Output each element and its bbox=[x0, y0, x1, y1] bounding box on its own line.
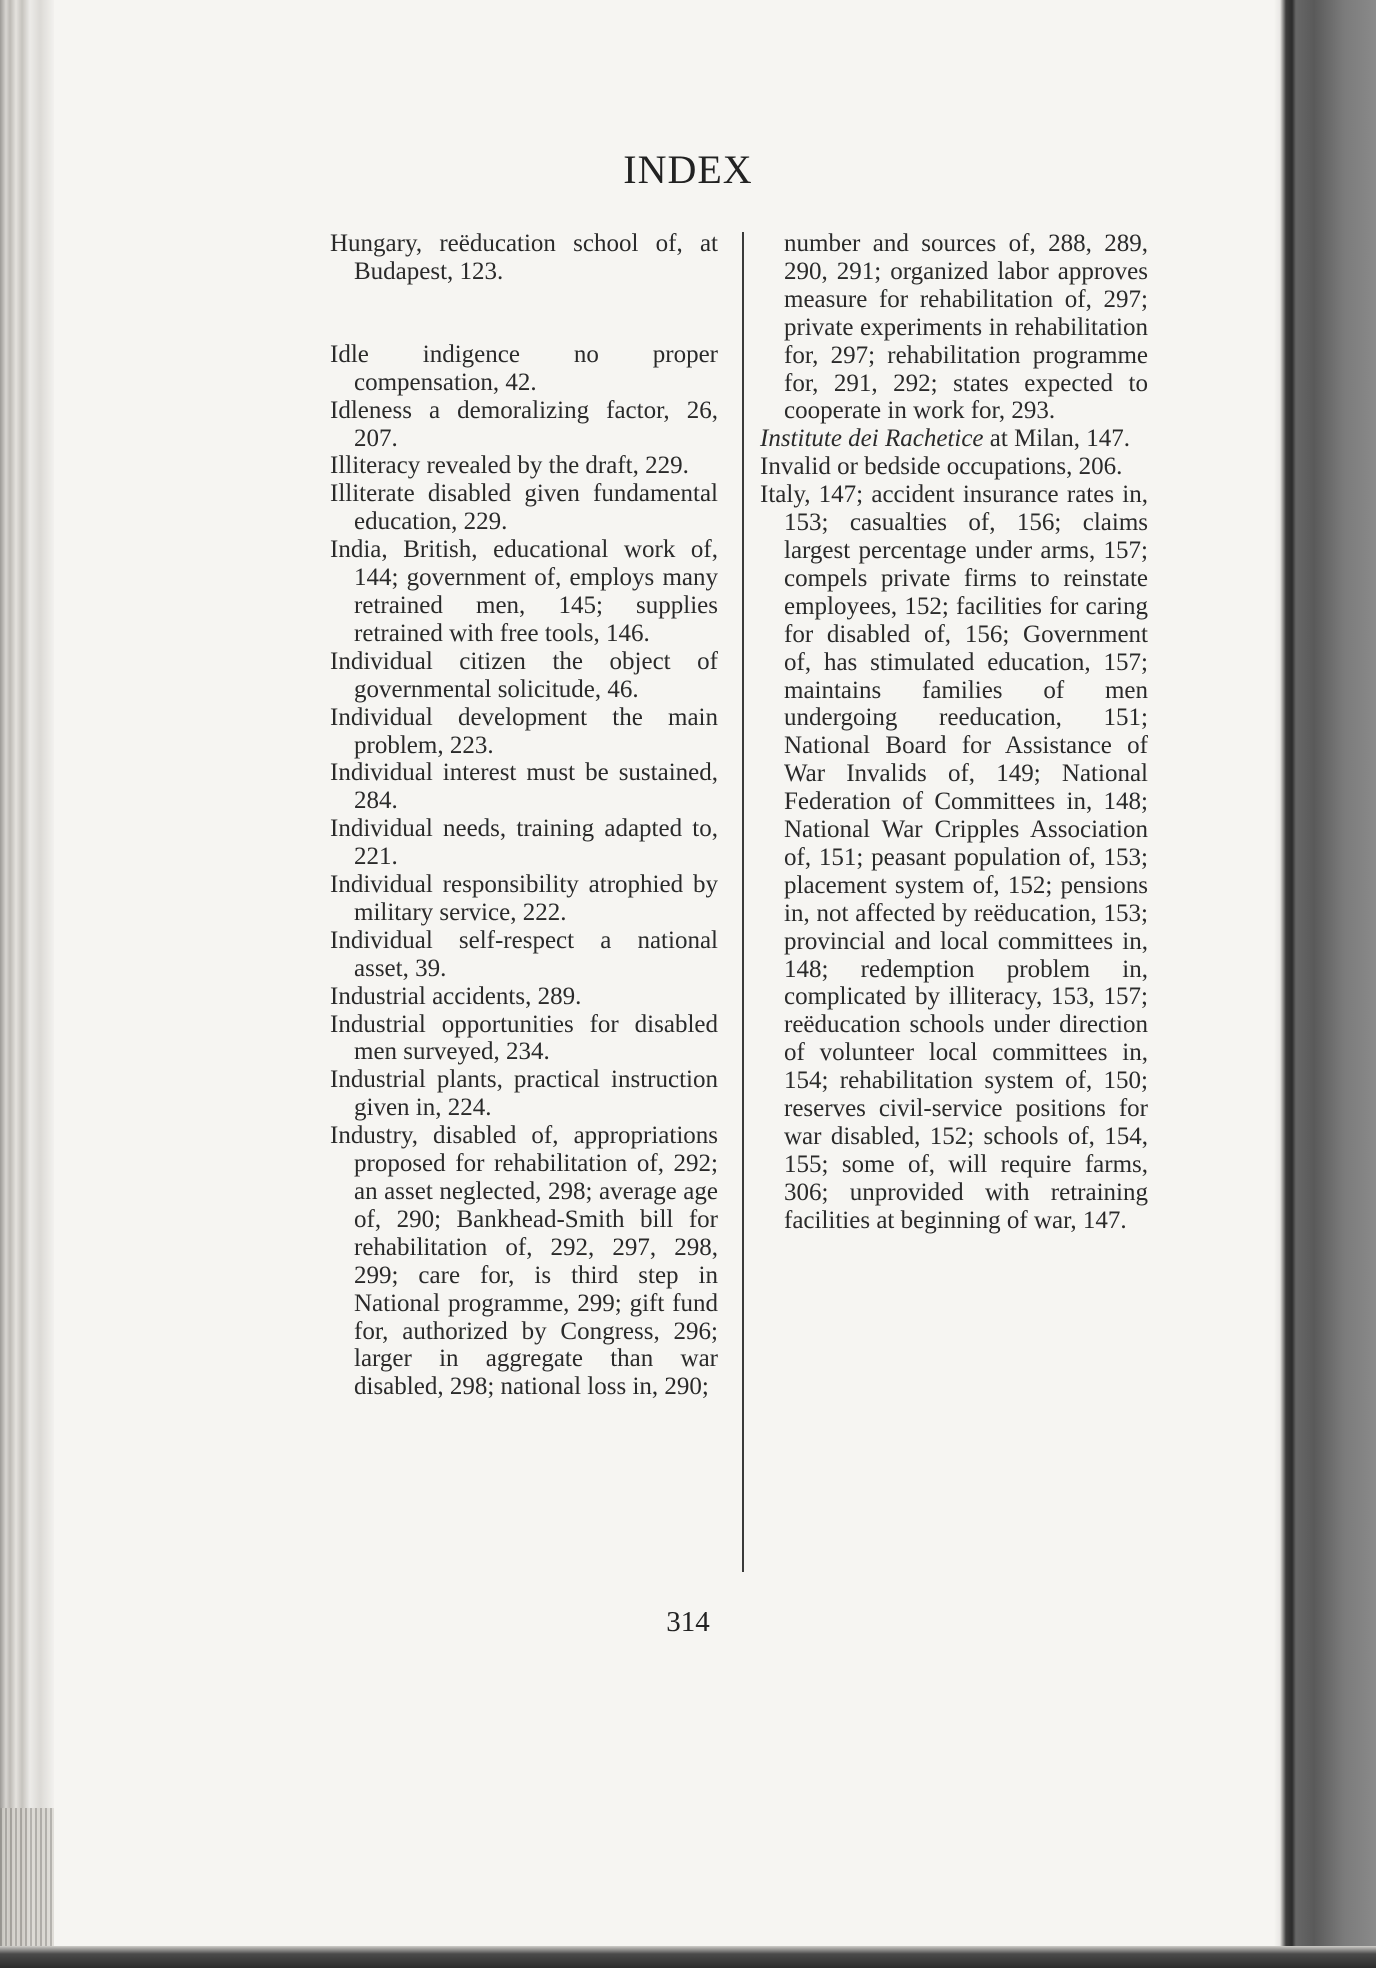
index-entry: Individual interest must be sustained, 284. bbox=[330, 759, 718, 815]
column-divider bbox=[742, 232, 744, 1572]
index-entry: Industrial plants, practical instruction given in, 224. bbox=[330, 1066, 718, 1122]
institute-title: Institute dei Rachetice bbox=[760, 425, 984, 453]
index-entry-continuation: number and sources of, 288, 289, 290, 291; organized labor approves measure for rehabilitation of, 297; private experiments in rehabilitation for, 297; rehabilitation programme for, 291, 292; states expected to cooperate in work for, 293. bbox=[784, 230, 1148, 425]
page-edge-left bbox=[0, 0, 54, 1968]
index-entry-institute bbox=[760, 425, 1148, 453]
index-column-right bbox=[760, 230, 1148, 1235]
index-entry: Idleness a demoralizing factor, 26, 207. bbox=[330, 396, 718, 452]
index-entry: Idle indigence no proper compensation, 42. bbox=[330, 340, 718, 396]
page-edge-bottom bbox=[0, 1946, 1376, 1968]
index-entry: Hungary, reëducation school of, at Budapest, 123. bbox=[330, 230, 718, 285]
index-entry: Illiterate disabled given fundamental education, 229. bbox=[330, 480, 718, 536]
index-entry: Industry, disabled of, appropriations proposed for rehabilitation of, 292; an asset neglected, 298; average age of, 290; Bankhead-Smith bill for rehabilitation of, 292, 297, 298, 299; care for, is third step in National programme, 299; gift fund for, authorized by Congress, 296; larger in aggregate than war disabled, 298; national loss in, 290; bbox=[330, 1122, 718, 1401]
page-number: 314 bbox=[666, 1606, 710, 1638]
book-binding-edge bbox=[1274, 0, 1376, 1968]
index-entry: Individual citizen the object of governmental solicitude, 46. bbox=[330, 647, 718, 703]
letter-section-gap bbox=[330, 286, 718, 341]
index-entry: Illiteracy revealed by the draft, 229. bbox=[330, 452, 689, 480]
index-entry: Individual needs, training adapted to, 221. bbox=[330, 815, 718, 871]
index-entry: Italy, 147; accident insurance rates in, 153; casualties of, 156; claims largest percentage under arms, 157; compels private firms to reinstate employees, 152; facilities for caring for disabled of, 156; Government of, has stimulated education, 157; maintains families of men undergoing reeducation, 151; National Board for Assistance of War Invalids of, 149; National Federation of Committees in, 148; National War Cripples Association of, 151; peasant population of, 153; placement system of, 152; pensions in, not affected by reëducation, 153; provincial and local committees in, 148; redemption problem in, complicated by illiteracy, 153, 157; reëducation schools under direction of volunteer local committees in, 154; rehabilitation system of, 150; reserves civil-service positions for war disabled, 152; schools of, 154, 155; some of, will require farms, 306; unprovided with retraining facilities at beginning of war, 147. bbox=[760, 481, 1148, 1234]
index-entry: Industrial accidents, 289. bbox=[330, 982, 582, 1010]
page-title: INDEX bbox=[623, 147, 753, 192]
index-entry: India, British, educational work of, 144; government of, employs many retrained men, 145; supplies retrained with free tools, 146. bbox=[330, 536, 718, 647]
index-entry: Individual self-respect a national asset, 39. bbox=[330, 926, 718, 982]
institute-location: at Milan, 147. bbox=[983, 425, 1131, 453]
index-entry: Industrial opportunities for disabled men surveyed, 234. bbox=[330, 1010, 718, 1066]
index-entry: Invalid or bedside occupations, 206. bbox=[760, 453, 1123, 481]
index-entry: Individual development the main problem, 223. bbox=[330, 703, 718, 759]
index-entry: Individual responsibility atrophied by military service, 222. bbox=[330, 871, 718, 926]
index-column-left bbox=[330, 230, 718, 1401]
